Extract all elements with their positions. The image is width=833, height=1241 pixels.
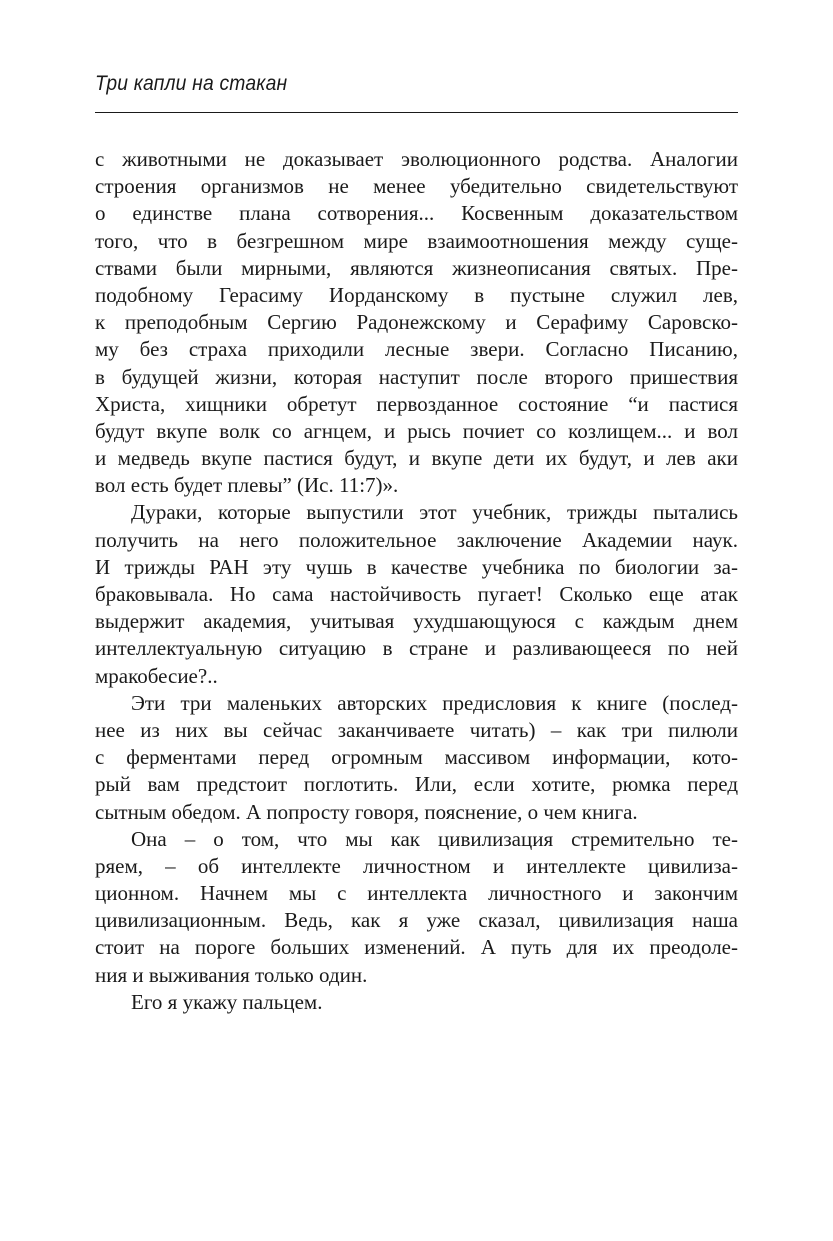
text-line: с животными не доказывает эволюционного родства. Аналогии bbox=[95, 147, 738, 171]
text-line: ствами были мирными, являются жизнеописания святых. Пре- bbox=[95, 255, 738, 280]
text-line: вол есть будет плевы” (Ис. 11:7)». bbox=[95, 473, 399, 498]
text-line: о единстве плана сотворения... Косвенным доказательством bbox=[95, 201, 738, 226]
text-line: Христа, хищники обретут первозданное состояние “и пастися bbox=[95, 391, 738, 416]
text-line: сытным обедом. А попросту говоря, пояснение, о чем книга. bbox=[95, 799, 638, 824]
text-line: к преподобным Сергию Радонежскому и Серафиму Саровско- bbox=[95, 310, 738, 335]
text-line: того, что в безгрешном мире взаимоотношения между суще- bbox=[95, 228, 738, 253]
text-line: браковывала. Но сама настойчивость пугает! Сколько еще атак bbox=[95, 582, 738, 606]
text-line: в будущей жизни, которая наступит после второго пришествия bbox=[95, 364, 738, 389]
text-line: выдержит академия, учитывая ухудшающуюся с каждым днем bbox=[95, 609, 738, 634]
text-line: нее из них вы сейчас заканчиваете читать) – как три пилюли bbox=[95, 717, 738, 742]
text-line: с ферментами перед огромным массивом информации, кото- bbox=[95, 745, 738, 770]
text-line: подобному Герасиму Иорданскому в пустыне служил лев, bbox=[95, 282, 738, 307]
text-line: будут вкупе волк со агнцем, и рысь почиет со козлищем... и вол bbox=[95, 418, 738, 443]
text-line: му без страха приходили лесные звери. Согласно Писанию, bbox=[95, 337, 738, 362]
text-line: ционном. Начнем мы с интеллекта личностного и закончим bbox=[95, 881, 738, 906]
text-line: получить на него положительное заключение Академии наук. bbox=[95, 527, 738, 552]
text-line: и медведь вкупе пастися будут, и вкупе дети их будут, и лев аки bbox=[95, 446, 738, 471]
body-text bbox=[95, 146, 738, 1016]
running-head-title: Три капли на стакан bbox=[95, 72, 288, 95]
header-rule bbox=[95, 112, 738, 113]
text-line: интеллектуальную ситуацию в стране и разливающееся по ней bbox=[95, 636, 738, 661]
text-line: Она – о том, что мы как цивилизация стремительно те- bbox=[131, 826, 738, 851]
text-line: стоит на пороге больших изменений. А путь для их преодоле- bbox=[95, 935, 738, 960]
text-line: рый вам предстоит поглотить. Или, если хотите, рюмка перед bbox=[95, 772, 738, 797]
text-line: мракобесие?.. bbox=[95, 663, 218, 688]
text-line: ряем, – об интеллекте личностном и интеллекте цивилиза- bbox=[95, 853, 738, 878]
text-line: Дураки, которые выпустили этот учебник, трижды пытались bbox=[131, 500, 738, 525]
text-line: цивилизационным. Ведь, как я уже сказал, цивилизация наша bbox=[95, 908, 738, 933]
text-line: Эти три маленьких авторских предисловия к книге (послед- bbox=[131, 690, 738, 715]
text-line: ния и выживания только один. bbox=[95, 962, 368, 987]
text-line: И трижды РАН эту чушь в качестве учебника по биологии за- bbox=[95, 554, 738, 579]
text-line: строения организмов не менее убедительно свидетельствуют bbox=[95, 174, 738, 199]
text-line: Его я укажу пальцем. bbox=[131, 989, 323, 1014]
